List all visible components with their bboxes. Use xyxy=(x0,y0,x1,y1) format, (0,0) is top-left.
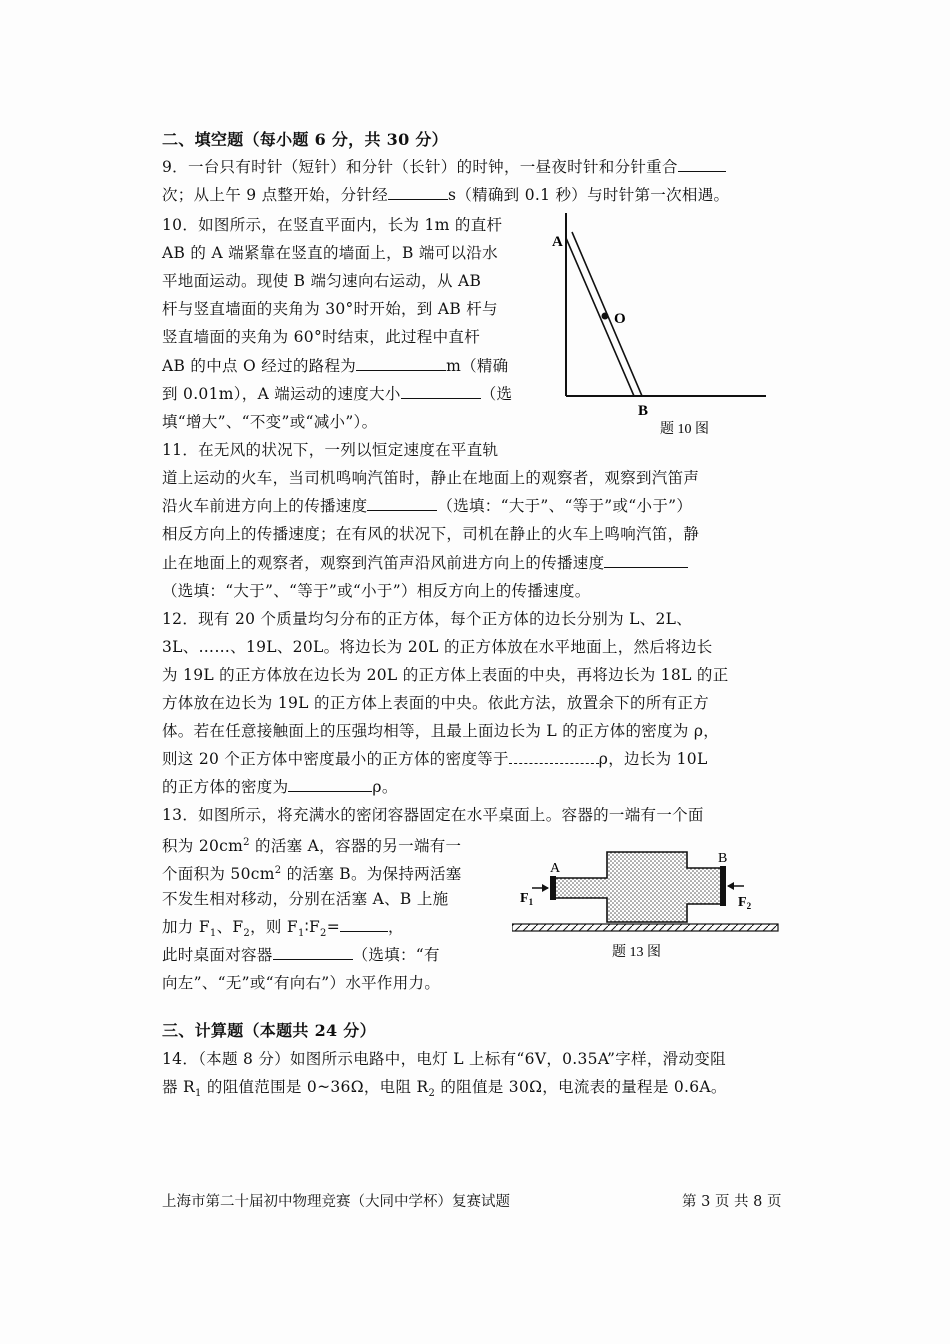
label-f1 xyxy=(520,891,534,907)
table-surface xyxy=(512,924,778,931)
q13-sup-2: 2 xyxy=(243,837,250,848)
q11-line-6: （选填：“大于”、“等于”或“小于”）相反方向上的传播速度。 xyxy=(162,582,591,600)
q13-figure xyxy=(512,846,780,966)
q10-line-1: 10．如图所示，在竖直平面内，长为 1m 的直杆 xyxy=(162,216,503,234)
q13-text-5d: ∶F xyxy=(304,918,321,936)
label-b: B xyxy=(638,403,649,419)
label-o: O xyxy=(614,311,626,327)
q12-blank-1[interactable] xyxy=(509,749,599,764)
q10-blank-1[interactable] xyxy=(356,356,446,371)
q10-figure-caption: 题 10 图 xyxy=(660,422,709,437)
label-f2-sub: 2 xyxy=(746,901,752,911)
q13-text-3b: 的活塞 B。为保持两活塞 xyxy=(281,865,462,884)
q13-line-1: 13．如图所示，将充满水的密闭容器固定在水平桌面上。容器的一端有一个面 xyxy=(162,806,704,824)
q11-line-1: 11．在无风的状况下，一列以恒定速度在平直轨 xyxy=(162,441,499,459)
q13-sub-5a: 1 xyxy=(209,928,217,940)
q12-line-7 xyxy=(162,777,398,797)
footer-page-number: 第 3 页 共 8 页 xyxy=(682,1194,782,1210)
q10-line-8: 填“增大”、“不变”或“减小”）。 xyxy=(162,413,378,431)
q11-line-4: 相反方向上的传播速度；在有风的状况下，司机在静止的火车上鸣响汽笛，静 xyxy=(162,525,700,543)
q10-line-5: 竖直墙面的夹角为 60°时结束，此过程中直杆 xyxy=(162,328,481,346)
q12-text-7a: 的正方体的密度为 xyxy=(162,778,289,796)
q9-blank-2[interactable] xyxy=(388,185,448,200)
q13-sub-5b: 2 xyxy=(243,928,251,940)
q13-text-5a: 加力 F xyxy=(162,918,210,936)
q10-line-7 xyxy=(162,384,512,404)
section-3-heading: 三、计算题（本题共 24 分） xyxy=(162,1021,376,1040)
q11-line-3 xyxy=(162,496,692,516)
section-2-heading: 二、填空题（每小题 6 分，共 30 分） xyxy=(162,130,448,149)
q9-line-2 xyxy=(162,185,729,205)
q11-blank-2[interactable] xyxy=(604,553,688,568)
q13-line-2 xyxy=(162,833,461,856)
q10-text-7b: （选 xyxy=(480,385,513,403)
q10-line-6 xyxy=(162,356,508,376)
q13-line-7: 向左”、“无”或“有向右”）水平作用力。 xyxy=(162,974,441,992)
q12-text-6a: 则这 20 个正方体中密度最小的正方体的密度等于 xyxy=(162,750,509,768)
q10-text-6b: m（精确 xyxy=(446,357,509,375)
q14-line-2 xyxy=(162,1077,727,1104)
q13-sub-5c: 1 xyxy=(297,928,305,940)
q13-text-5e: = xyxy=(326,918,341,936)
q12-line-2: 3L、……、19L、20L。将边长为 20L 的正方体放在水平地面上，然后将边长 xyxy=(162,638,713,656)
q9-line-1 xyxy=(162,157,726,177)
footer-title: 上海市第二十届初中物理竞赛（大同中学杯）复赛试题 xyxy=(162,1194,510,1210)
q9-text-1: 9．一台只有时针（短针）和分针（长针）的时钟，一昼夜时针和分针重合 xyxy=(162,158,678,176)
q14-sub-2b: 2 xyxy=(428,1088,436,1100)
q12-text-7b: ρ。 xyxy=(372,778,398,796)
q13-sup-3: 2 xyxy=(274,865,282,876)
q13-line-6 xyxy=(162,945,440,965)
q11-line-2: 道上运动的火车，当司机鸣响汽笛时，静止在地面上的观察者，观察到汽笛声 xyxy=(162,469,700,487)
piston-a xyxy=(550,876,556,900)
q13-line-3 xyxy=(162,861,462,884)
label-f2-letter: F xyxy=(738,895,747,910)
midpoint-o-dot xyxy=(602,313,609,320)
q13-figure-caption: 题 13 图 xyxy=(612,945,661,960)
q10-figure xyxy=(548,208,778,440)
q13-blank-2[interactable] xyxy=(273,945,353,960)
q13-blank-1[interactable] xyxy=(340,917,388,932)
q11-line-5 xyxy=(162,553,688,573)
q11-text-3b: （选填：“大于”、“等于”或“小于”） xyxy=(437,497,693,515)
q13-text-2b: 的活塞 A，容器的另一端有一 xyxy=(249,837,462,856)
q14-sub-2a: 1 xyxy=(195,1088,202,1100)
q10-text-6a: AB 的中点 O 经过的路程为 xyxy=(162,357,357,375)
q12-text-6b: ρ，边长为 10L xyxy=(598,750,708,768)
q14-text-2b: 的阻值范围是 0~36Ω，电阻 R xyxy=(201,1078,429,1096)
q9-text-2a: 次；从上午 9 点整开始，分针经 xyxy=(162,186,389,204)
label-f1-sub: 1 xyxy=(528,897,534,907)
force-f1-arrowhead xyxy=(542,884,549,892)
q12-line-6 xyxy=(162,749,708,769)
q12-line-3: 为 19L 的正方体放在边长为 20L 的正方体上表面的中央，再将边长为 18L 的正 xyxy=(162,666,729,684)
q13-sub-5d: 2 xyxy=(320,928,327,940)
label-piston-b: B xyxy=(718,851,728,866)
q13-line-5 xyxy=(162,917,404,944)
q13-text-5c: ，则 F xyxy=(250,918,298,936)
q11-text-3a: 沿火车前进方向上的传播速度 xyxy=(162,497,368,515)
q10-text-7a: 到 0.01m），A 端运动的速度大小 xyxy=(162,385,401,403)
q13-text-6a: 此时桌面对容器 xyxy=(162,946,273,964)
q12-line-1: 12．现有 20 个质量均匀分布的正方体，每个正方体的边长分别为 L、2L、 xyxy=(162,610,693,628)
q10-blank-2[interactable] xyxy=(401,384,481,399)
q13-text-5f: ， xyxy=(388,918,404,936)
q13-text-6b: （选填：“有 xyxy=(352,946,440,964)
q13-line-4: 不发生相对移动，分别在活塞 A、B 上施 xyxy=(162,890,449,908)
q13-text-5b: 、F xyxy=(216,918,244,936)
q12-line-5: 体。若在任意接触面上的压强均相等，且最上面边长为 L 的正方体的密度为 ρ， xyxy=(162,722,720,740)
q13-text-3a: 个面积为 50cm xyxy=(162,865,275,884)
q13-text-2a: 积为 20cm xyxy=(162,837,244,856)
q9-blank-1[interactable] xyxy=(678,157,726,172)
q10-line-4: 杆与竖直墙面的夹角为 30°时开始，到 AB 杆与 xyxy=(162,300,498,318)
label-f2 xyxy=(738,895,752,911)
water-container xyxy=(554,852,722,922)
q11-blank-1[interactable] xyxy=(367,496,437,511)
q12-blank-2[interactable] xyxy=(288,777,372,792)
label-piston-a: A xyxy=(550,861,561,876)
q11-text-5: 止在地面上的观察者，观察到汽笛声沿风前进方向上的传播速度 xyxy=(162,554,605,572)
q12-line-4: 方体放在边长为 19L 的正方体上表面的中央。依此方法，放置余下的所有正方 xyxy=(162,694,709,712)
q10-line-2: AB 的 A 端紧靠在竖直的墙面上，B 端可以沿水 xyxy=(162,244,498,262)
q10-line-3: 平地面运动。现使 B 端匀速向右运动，从 AB xyxy=(162,272,482,290)
q9-text-2b: s（精确到 0.1 秒）与时针第一次相遇。 xyxy=(448,186,730,204)
q14-text-2a: 器 R xyxy=(162,1078,195,1096)
q14-line-1: 14．（本题 8 分）如图所示电路中，电灯 L 上标有“6V，0.35A”字样，滑动变阻 xyxy=(162,1050,726,1068)
force-f2-arrowhead xyxy=(727,882,734,890)
piston-b xyxy=(720,866,726,906)
label-f1-letter: F xyxy=(520,891,529,906)
label-a: A xyxy=(552,234,563,250)
q14-text-2c: 的阻值是 30Ω，电流表的量程是 0.6A。 xyxy=(435,1078,727,1096)
